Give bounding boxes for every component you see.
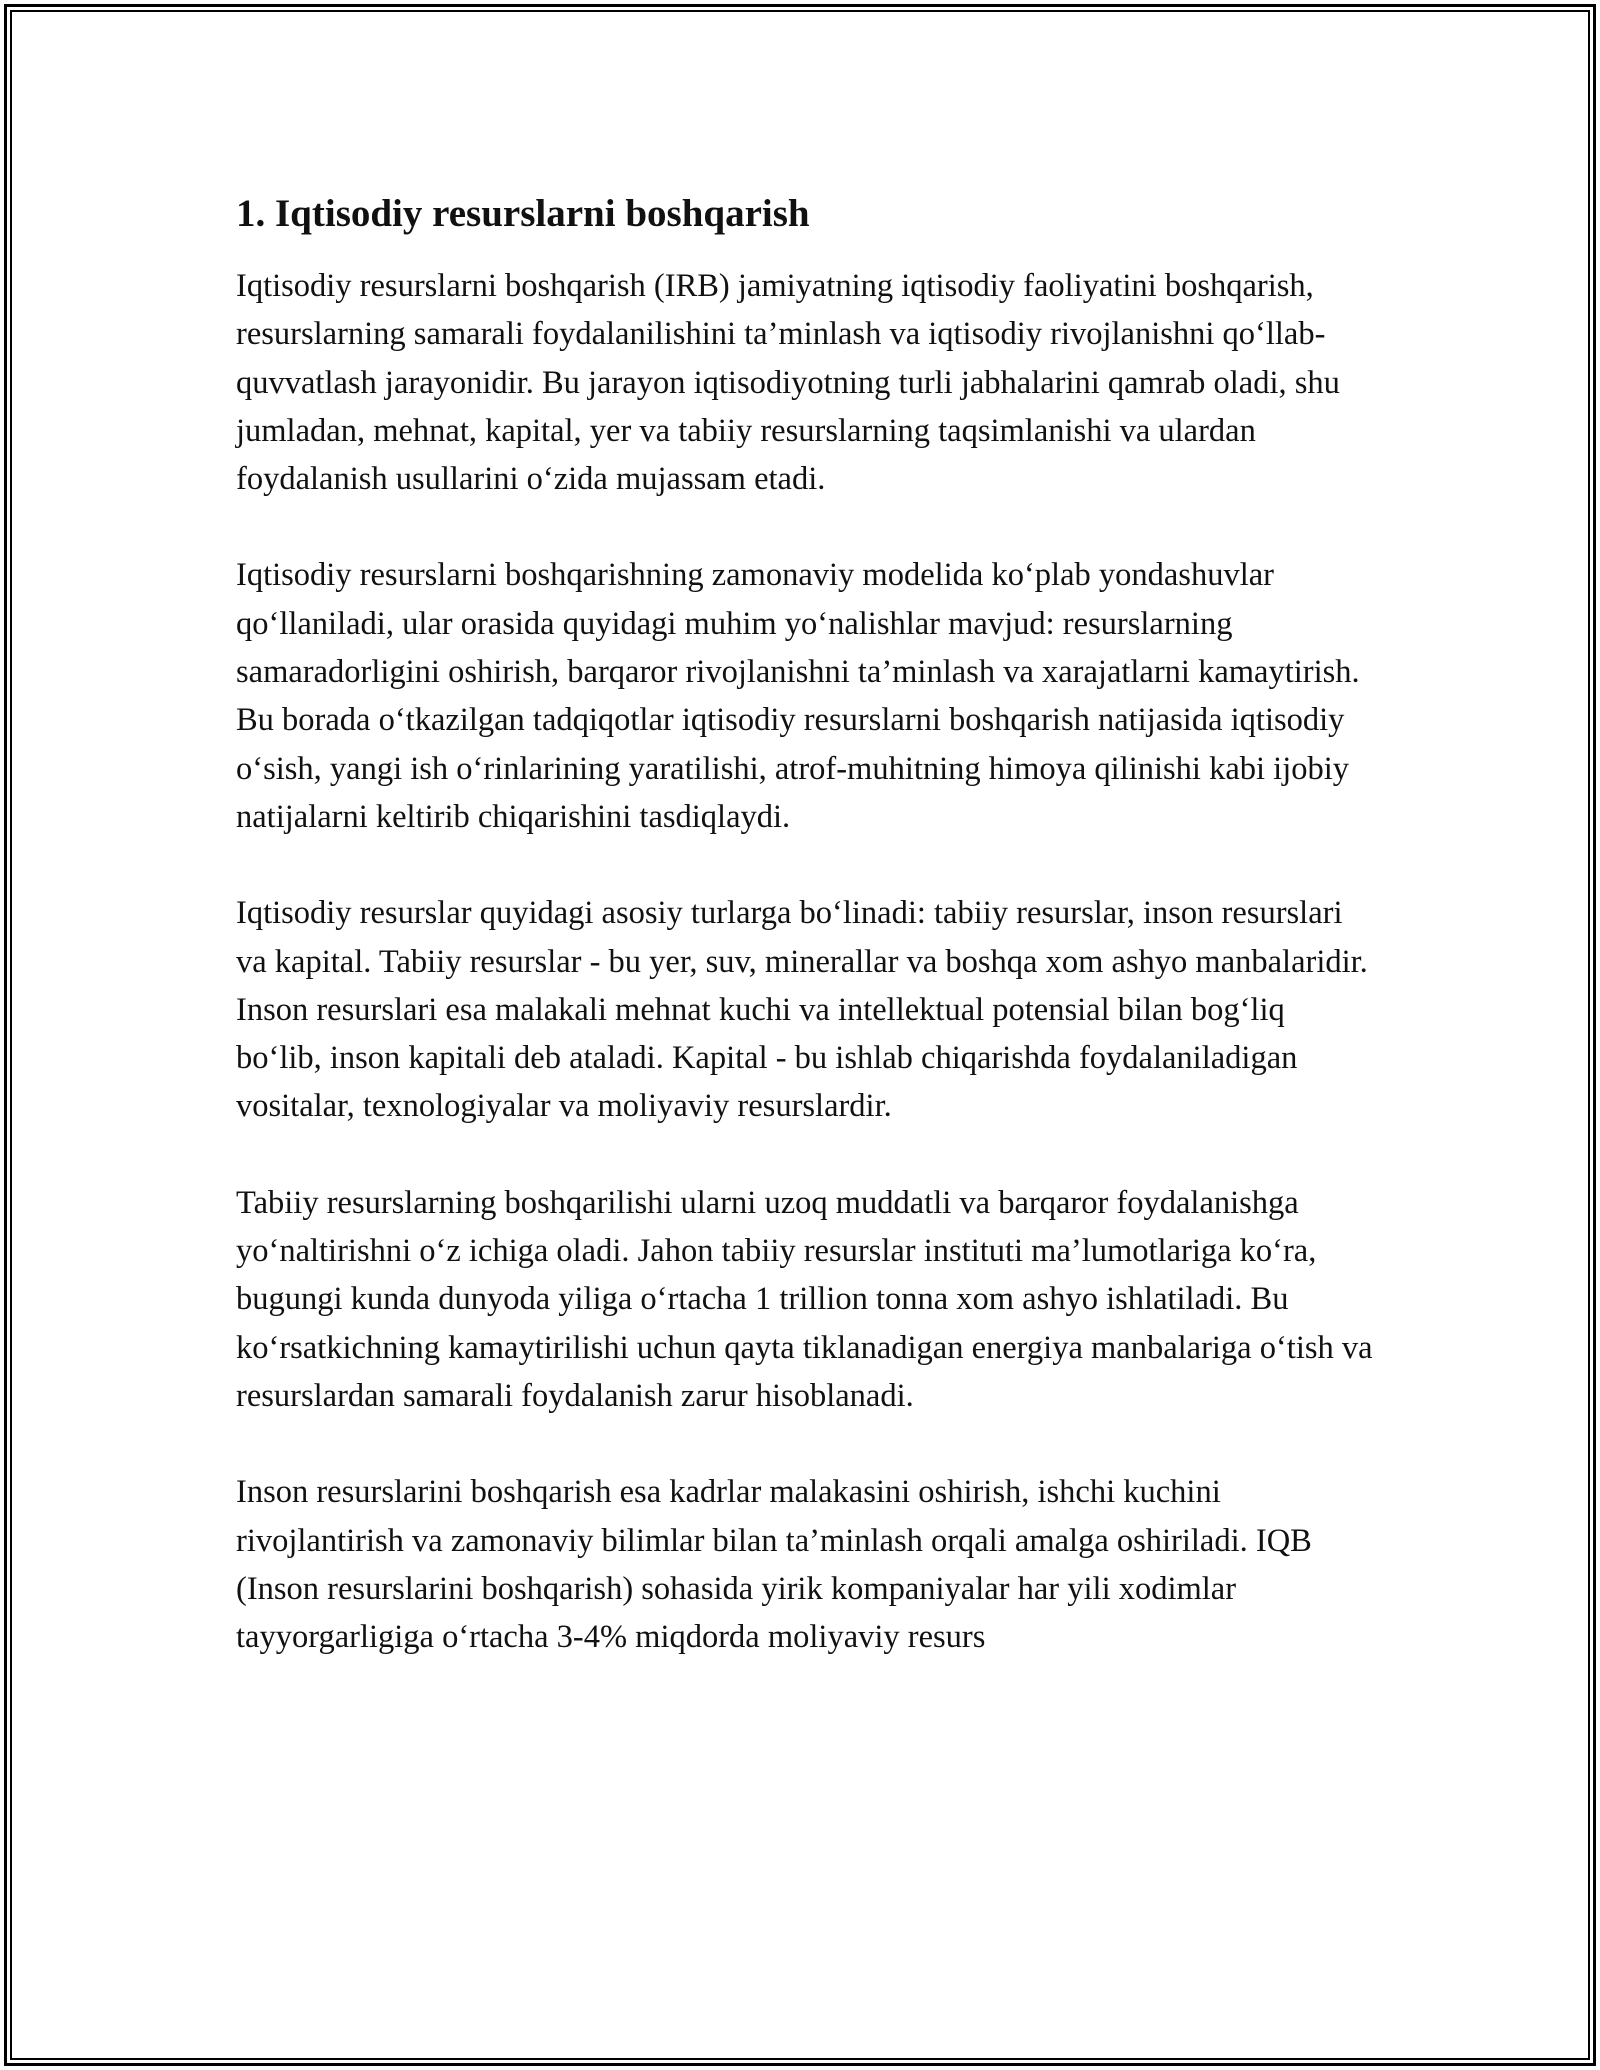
paragraph-4: Tabiiy resurslarning boshqarilishi ularni uzoq muddatli va barqaror foydalanishga yo‘naltirishni o‘z ichiga oladi. Jahon tabiiy resurslar instituti ma’lumotlariga ko‘ra, bugungi kunda dunyoda yiliga o‘rtacha 1 trillion tonna xom ashyo ishlatiladi. Bu ko‘rsatkichning kamaytirilishi uchun qayta tiklanadigan energiya manbalariga o‘tish va resurslardan samarali foydalanish zarur hisoblanadi. xyxy=(236,1184,1373,1414)
document-body xyxy=(236,186,1376,1709)
section-heading: 1. Iqtisodiy resurslarni boshqarish xyxy=(236,192,810,235)
paragraph-3: Iqtisodiy resurslar quyidagi asosiy turlarga bo‘linadi: tabiiy resurslar, inson resurslari va kapital. Tabiiy resurslar - bu yer, suv, minerallar va boshqa xom ashyo manbalaridir. Inson resurslari esa malakali mehnat kuchi va intellektual potensial bilan bog‘liq bo‘lib, inson kapitali deb ataladi. Kapital - bu ishlab chiqarishda foydalaniladigan vositalar, texnologiyalar va moliyaviy resurslardir. xyxy=(236,895,1368,1125)
paragraph-2: Iqtisodiy resurslarni boshqarishning zamonaviy modelida ko‘plab yondashuvlar qo‘llaniladi, ular orasida quyidagi muhim yo‘nalishlar mavjud: resurslarning samaradorligini oshirish, barqaror rivojlanishni ta’minlash va xarajatlarni kamaytirish. Bu borada o‘tkazilgan tadqiqotlar iqtisodiy resurslarni boshqarish natijasida iqtisodiy o‘sish, yangi ish o‘rinlarining yaratilishi, atrof-muhitning himoya qilinishi kabi ijobiy natijalarni keltirib chiqarishini tasdiqlaydi. xyxy=(236,557,1360,835)
paragraph-5: Inson resurslarini boshqarish esa kadrlar malakasini oshirish, ishchi kuchini rivojlantirish va zamonaviy bilimlar bilan ta’minlash orqali amalga oshiriladi. IQB (Inson resurslarini boshqarish) sohasida yirik kompaniyalar har yili xodimlar tayyorgarligiga o‘rtacha 3-4% miqdorda moliyaviy resurs xyxy=(236,1474,1312,1656)
paragraph-1: Iqtisodiy resurslarni boshqarish (IRB) jamiyatning iqtisodiy faoliyatini boshqarish, resurslarning samarali foydalanilishini ta’minlash va iqtisodiy rivojlanishni qo‘llab-quvvatlash jarayonidir. Bu jarayon iqtisodiyotning turli jabhalarini qamrab oladi, shu jumladan, mehnat, kapital, yer va tabiiy resurslarning taqsimlanishi va ulardan foydalanish usullarini o‘zida mujassam etadi. xyxy=(236,268,1340,498)
